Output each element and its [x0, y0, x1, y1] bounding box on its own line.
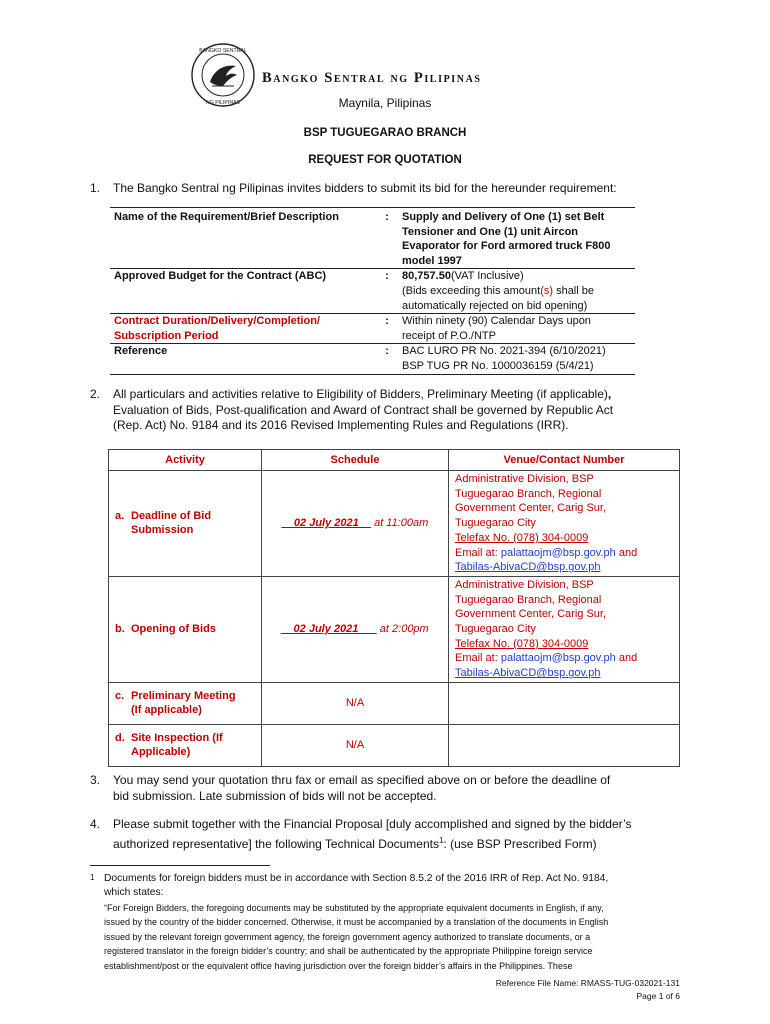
page-number: Page 1 of 6 [636, 991, 680, 1001]
table-row [109, 576, 680, 682]
row-label: Reference [110, 344, 380, 374]
venue-line: Administrative Division, BSP [455, 473, 594, 485]
schedule-cell: N/A [262, 724, 449, 766]
item-number: 3. [90, 773, 101, 787]
item-4 [90, 817, 690, 852]
schedule-time: at 2:00pm [379, 623, 429, 636]
email-line [455, 546, 678, 561]
telefax-number: Telefax No. (078) 304-0009 [455, 637, 589, 650]
text-line: You may send your quotation thru fax or email as specified above on or before the deadline of [113, 773, 611, 787]
venue-line: Tuguegarao City [455, 623, 536, 636]
venue-cell [449, 682, 680, 724]
footnote-divider [90, 865, 270, 866]
table-row [109, 724, 680, 766]
svg-text:NG PILIPINAS: NG PILIPINAS [205, 100, 241, 106]
abc-note-line2: automatically rejected on bid opening) [402, 299, 588, 312]
item-number: 1. [90, 181, 101, 195]
venue-line: Administrative Division, BSP [455, 578, 594, 591]
row-value [394, 269, 635, 314]
branch-name: BSP TUGUEGARAO BRANCH [303, 127, 467, 139]
table-row [110, 314, 635, 344]
item-2 [90, 387, 690, 434]
email-prefix: Email at: [455, 652, 501, 665]
value-line: Tensioner and One (1) unit Aircon [402, 225, 579, 238]
bank-name: Bangko Sentral ng Pilipinas [262, 70, 482, 86]
activity-line: (If applicable) [131, 704, 202, 717]
activity-line: Applicable) [131, 746, 191, 759]
table-row [109, 471, 680, 577]
email-and: and [615, 546, 638, 559]
text-span: authorized representative] the following Technical Documents [113, 836, 439, 851]
text-line [113, 833, 690, 853]
activity-cell [109, 682, 262, 724]
text-line: (Rep. Act) No. 9184 and its 2016 Revised Implementing Rules and Regulations (IRR). [113, 418, 569, 432]
note-text: shall be [553, 284, 594, 297]
underline-lead: __ [281, 517, 294, 530]
email-link[interactable]: Tabilas-AbivaCD@bsp.gov.ph [455, 667, 601, 680]
activity-letter: d. [115, 731, 125, 744]
email-link[interactable]: palattaojm@bsp.gov.ph [500, 652, 616, 665]
item-1 [90, 181, 690, 197]
requirement-table [110, 207, 635, 375]
abc-note [402, 284, 631, 299]
activity-letter: c. [115, 689, 125, 702]
venue-line: Government Center, Carig Sur, [455, 608, 607, 621]
document-title: REQUEST FOR QUOTATION [308, 154, 462, 166]
activity-label [131, 731, 251, 760]
venue-cell [449, 724, 680, 766]
venue-line: Tuguegarao Branch, Regional [455, 487, 602, 500]
row-label: Name of the Requirement/Brief Description [110, 208, 380, 269]
email-link[interactable]: Tabilas-AbivaCD@bsp.gov.ph [455, 561, 601, 574]
schedule-date: 02 July 2021 [293, 517, 359, 530]
venue-line: Tuguegarao City [455, 517, 536, 530]
colon: : [380, 344, 394, 374]
abc-suffix: (VAT Inclusive) [450, 270, 524, 283]
footnote-line: which states: [104, 886, 164, 898]
footnote-line: Documents for foreign bidders must be in accordance with Section 8.5.2 of the 2016 IRR of Rep. Act No. 9184, [104, 873, 609, 884]
schedule-date: 02 July 2021 [293, 623, 359, 636]
underline-gap: __ [358, 517, 372, 530]
row-value [394, 314, 635, 344]
colon: : [380, 208, 394, 269]
item-3 [90, 773, 690, 804]
table-row [110, 344, 635, 374]
label-line: Subscription Period [114, 329, 219, 342]
footnote [90, 872, 690, 899]
schedule-cell: N/A [262, 682, 449, 724]
activity-label [131, 689, 251, 718]
value-line: BSP TUG PR No. 1000036159 (5/4/21) [402, 359, 594, 372]
value-line: Evaporator for Ford armored truck F800 [402, 240, 611, 253]
item-3-text [113, 773, 690, 804]
table-row [109, 682, 680, 724]
value-line: receipt of P.O./NTP [402, 329, 496, 342]
venue-line: Tuguegarao Branch, Regional [455, 593, 602, 606]
text-span: : (use BSP Prescribed Form) [443, 836, 597, 851]
schedule-time: at 11:00am [374, 517, 429, 530]
email-link[interactable]: palattaojm@bsp.gov.ph [500, 546, 616, 559]
footnote-quote [104, 901, 690, 973]
text-line: bid submission. Late submission of bids will not be accepted. [113, 788, 437, 803]
value-line: Supply and Delivery of One (1) set Belt [402, 211, 605, 223]
footnote-ref[interactable]: 1 [438, 835, 444, 845]
text-line: Please submit together with the Financial Proposal [duly accomplished and signed by the bidder’s [113, 817, 632, 831]
row-value [394, 344, 635, 374]
schedule-cell [262, 576, 449, 682]
city-line: Maynila, Pilipinas [338, 96, 432, 110]
activity-label: Opening of Bids [131, 623, 216, 636]
column-header: Venue/Contact Number [449, 450, 680, 471]
colon: : [380, 314, 394, 344]
table-row [110, 208, 635, 269]
underline-gap: ___ [358, 623, 377, 636]
table-header-row [109, 450, 680, 471]
text-line: Evaluation of Bids, Post-qualification and Award of Contract shall be governed by Republic Act [113, 402, 614, 417]
item-4-text [113, 817, 690, 852]
item-number: 4. [90, 817, 101, 831]
email-prefix: Email at: [455, 546, 501, 559]
activity-label [131, 509, 251, 538]
activity-line: Submission [131, 524, 194, 537]
activity-table [108, 449, 680, 767]
colon: : [380, 269, 394, 314]
svg-text:BANGKO SENTRAL: BANGKO SENTRAL [199, 48, 247, 54]
venue-cell [449, 471, 680, 577]
note-text: (Bids exceeding this amount [402, 284, 541, 297]
table-row [110, 269, 635, 314]
text-span: , [607, 387, 612, 401]
row-label: Approved Budget for the Contract (ABC) [110, 269, 380, 314]
quote-line: establishment/post or the equivalent office having jurisdiction over the foreign bidder’s affairs in the Philippines. These [104, 960, 573, 971]
value-line: Within ninety (90) Calendar Days upon [402, 315, 591, 328]
schedule-cell [262, 471, 449, 577]
venue-line: Government Center, Carig Sur, [455, 502, 607, 515]
quote-line: registered translator in the foreign bidder’s country; and shall be authenticated by the appropriate Philippine foreign service [104, 946, 593, 957]
activity-line: Preliminary Meeting [131, 689, 236, 702]
activity-line: Site Inspection (If [131, 731, 223, 744]
label-line: Contract Duration/Delivery/Completion/ [114, 315, 320, 328]
activity-cell [109, 471, 262, 577]
note-s: (s) [540, 284, 554, 297]
abc-amount: 80,757.50 [402, 270, 451, 283]
activity-cell [109, 576, 262, 682]
venue-cell [449, 576, 680, 682]
row-value [394, 208, 635, 269]
footnote-marker: 1 [90, 873, 95, 882]
activity-letter: a. [115, 509, 125, 522]
text-span: All particulars and activities relative to Eligibility of Bidders, Preliminary Meeting (if applicable) [113, 387, 608, 401]
item-number: 2. [90, 387, 101, 401]
reference-file-name: Reference File Name: RMASS-TUG-032021-131 [495, 978, 680, 988]
quote-line: issued by the relevant foreign government agency, the foreign government agency authorized to translate documents, or a [104, 931, 591, 942]
activity-letter: b. [115, 623, 125, 636]
page-footer [400, 977, 680, 1003]
activity-cell [109, 724, 262, 766]
activity-line: Deadline of Bid [131, 509, 212, 522]
email-line [455, 651, 678, 666]
abc-amount-line [402, 269, 631, 284]
column-header: Schedule [262, 450, 449, 471]
item-2-text [113, 387, 690, 434]
footnote-text [104, 872, 690, 899]
value-line: BAC LURO PR No. 2021-394 (6/10/2021) [402, 345, 606, 358]
quote-line: issued by the country of the bidder concerned. Otherwise, it must be accompanied by a translation of the documents in English [104, 917, 609, 928]
value-line: model 1997 [402, 254, 462, 267]
email-and: and [615, 652, 638, 665]
column-header: Activity [109, 450, 262, 471]
row-label [110, 314, 380, 344]
text-line [113, 387, 690, 403]
telefax-number: Telefax No. (078) 304-0009 [455, 531, 589, 544]
quote-line: “For Foreign Bidders, the foregoing documents may be substituted by the appropriate equivalent documents in English, if any, [104, 903, 604, 913]
underline-lead: __ [281, 623, 294, 636]
item-1-text: The Bangko Sentral ng Pilipinas invites bidders to submit its bid for the hereunder requirement: [113, 181, 617, 195]
